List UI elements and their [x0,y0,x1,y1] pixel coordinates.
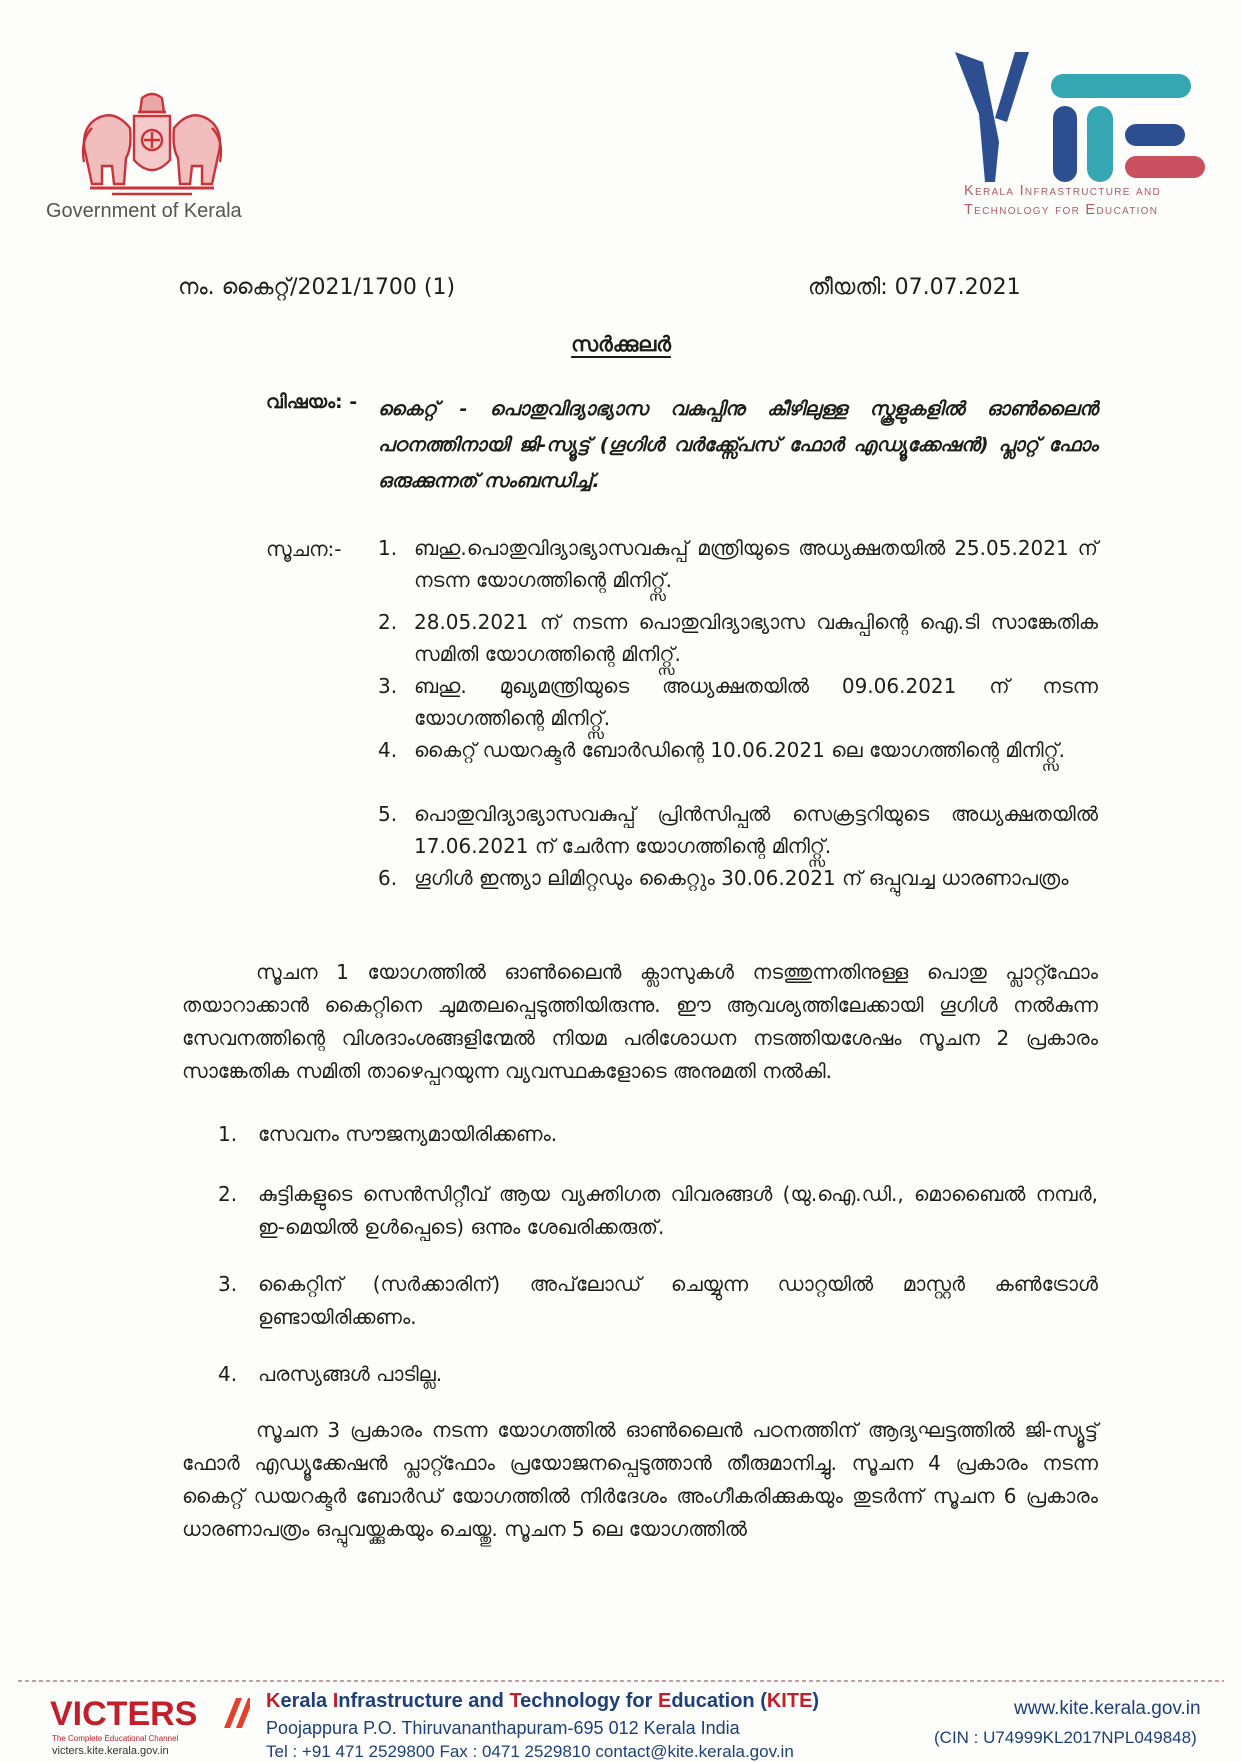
reference-number-label: 6. [378,866,398,890]
condition-text: കുട്ടികളുടെ സെൻസിറ്റീവ് ആയ വ്യക്തിഗത വിവരങ്ങൾ (യു.ഐ.ഡി., മൊബൈൽ നമ്പർ, ഇ-മെയിൽ ഉൾപ്പെടെ) ഒന്നും ശേഖരിക്കരുത്. [258,1182,1098,1239]
reference-item [378,606,1098,670]
victers-wordmark: VICTERS [50,1695,198,1732]
condition-item [218,1118,1098,1152]
kite-caption [964,182,1214,220]
condition-text: കൈറ്റിന് (സർക്കാരിന്) അപ്‌ലോഡ് ചെയ്യുന്ന ഡാറ്റയിൽ മാസ്റ്റർ കൺട്രോൾ ഉണ്ടായിരിക്കണം. [258,1272,1098,1329]
reference-item [378,734,1098,798]
reference-number-label: 3. [378,674,398,698]
kite-caption-line-1: Kerala Infrastructure and [964,183,1162,199]
reference-item [378,670,1098,734]
reference-number-label: 2. [378,610,398,634]
condition-number: 4. [218,1362,238,1386]
reference-number-label: 4. [378,738,398,762]
reference-text: ഗൂഗിൾ ഇന്ത്യാ ലിമിറ്റഡും കൈറ്റും 30.06.2021 ന് ഒപ്പുവച്ച ധാരണാപത്രം [414,866,1069,890]
subject-label: വിഷയം: - [266,391,358,413]
condition-number: 1. [218,1122,238,1146]
reference-item [378,532,1098,596]
reference-item [378,862,1098,926]
condition-item [218,1178,1098,1244]
circular-date: തീയതി: 07.07.2021 [808,275,1021,300]
condition-text: പരസ്യങ്ങൾ പാടില്ല. [258,1362,443,1386]
condition-number: 3. [218,1272,238,1296]
body-paragraph-2: സൂചന 3 പ്രകാരം നടന്ന യോഗത്തിൽ ഓൺലൈൻ പഠനത്തിന് ആദ്യഘട്ടത്തിൽ ജി-സ്യൂട്ട് ഫോർ എഡ്യൂക്കേഷൻ പ്ലാറ്റ്ഫോം പ്രയോജനപ്പെടുത്താൻ തീരുമാനിച്ചു. സൂചന 4 പ്രകാരം നടന്ന കൈറ്റ് ഡയറക്ടർ ബോർഡ് യോഗത്തിൽ നിർദേശം അംഗീകരിക്കുകയും തുടർന്ന് സൂചന 6 പ്രകാരം ധാരണാപത്രം ഒപ്പുവയ്ക്കുകയും ചെയ്തു. സൂചന 5 ലെ യോഗത്തിൽ [182,1418,1098,1541]
condition-item [218,1268,1098,1334]
government-of-kerala-label: Government of Kerala [46,200,242,222]
org-initial-e: E [657,1690,672,1712]
kite-website: www.kite.kerala.gov.in [1014,1698,1201,1719]
condition-number: 2. [218,1182,238,1206]
org-word-du: ducation ( [671,1690,767,1712]
footer-divider [18,1680,1224,1682]
org-word-erala: erala [280,1690,333,1712]
reference-text: പൊതുവിദ്യാഭ്യാസവകുപ്പ് പ്രിൻസിപ്പൽ സെക്രട്ടറിയുടെ അധ്യക്ഷതയിൽ 17.06.2021 ന് ചേർന്ന യോഗത്തിന്റെ മിനിറ്റ്സ്. [414,802,1098,858]
reference-number-label: 5. [378,802,398,826]
org-initial-i: I [332,1690,339,1712]
circular-title-text: സർക്കുലർ [571,332,671,356]
reference-item [378,798,1098,862]
reference-text: ബഹു.പൊതുവിദ്യാഭ്യാസവകുപ്പ് മന്ത്രിയുടെ അധ്യക്ഷതയിൽ 25.05.2021 ന് നടന്ന യോഗത്തിന്റെ മിനിറ്റ്സ്. [414,536,1098,592]
reference-text: കൈറ്റ് ഡയറക്ടർ ബോർഡിന്റെ 10.06.2021 ലെ യോഗത്തിന്റെ മിനിറ്റ്സ്. [414,738,1066,762]
condition-item [218,1358,1098,1392]
condition-text: സേവനം സൗജന്യമായിരിക്കണം. [258,1122,558,1146]
kerala-state-emblem-icon [72,88,232,200]
kite-caption-line-2: Technology for Education [964,202,1159,218]
org-word-nfra: nfrastructure and [338,1690,510,1712]
org-acronym: KITE [766,1690,813,1712]
reference-number-label: 1. [378,536,398,560]
org-close-paren: ) [812,1690,820,1712]
org-initial-k: K [266,1690,281,1712]
kite-contact: Tel : +91 471 2529800 Fax : 0471 2529810 contact@kite.kerala.gov.in [266,1742,794,1761]
victers-logo-icon [50,1692,250,1732]
kite-cin: (CIN : U74999KL2017NPL049848) [934,1728,1197,1747]
reference-text: 28.05.2021 ന് നടന്ന പൊതുവിദ്യാഭ്യാസ വകുപ്പിന്റെ ഐ.ടി സാങ്കേതിക സമിതി യോഗത്തിന്റെ മിനിറ്റ്സ്. [414,610,1098,666]
victers-url: victers.kite.kerala.gov.in [52,1745,169,1757]
victers-tagline: The Complete Educational Channel [52,1734,179,1743]
kite-address: Poojappura P.O. Thiruvananthapuram-695 012 Kerala India [266,1718,740,1738]
reference-number: നം. കൈറ്റ്/2021/1700 (1) [178,275,456,300]
kite-logo-icon [955,52,1205,182]
org-word-ech: echnology for [520,1690,658,1712]
references-label: സൂചന:- [266,537,342,561]
circular-title [0,332,1242,357]
org-initial-t: T [509,1690,521,1712]
kite-org-name [266,1690,819,1713]
reference-text: ബഹു. മുഖ്യമന്ത്രിയുടെ അധ്യക്ഷതയിൽ 09.06.2021 ന് നടന്ന യോഗത്തിന്റെ മിനിറ്റ്സ്. [414,674,1098,730]
subject-text: കൈറ്റ് - പൊതുവിദ്യാഭ്യാസ വകുപ്പിനു കീഴിലുള്ള സ്കൂളുകളിൽ ഓൺലൈൻ പഠനത്തിനായി ജി-സ്യൂട്ട് (ഗൂഗിൾ വർക്ക്സ്പേസ് ഫോർ എഡ്യൂക്കേഷൻ) പ്ലാറ്റ് ഫോം ഒരുക്കുന്നത് സംബന്ധിച്ച്. [378,398,1098,492]
body-paragraph-1: സൂചന 1 യോഗത്തിൽ ഓൺലൈൻ ക്ലാസുകൾ നടത്തുന്നതിനുള്ള പൊതു പ്ലാറ്റ്ഫോം തയാറാക്കാൻ കൈറ്റിനെ ചുമതലപ്പെടുത്തിയിരുന്നു. ഈ ആവശ്യത്തിലേക്കായി ഗൂഗിൾ നൽകുന്ന സേവനത്തിന്റെ വിശദാംശങ്ങളിന്മേൽ നിയമ പരിശോധന നടത്തിയശേഷം സൂചന 2 പ്രകാരം സാങ്കേതിക സമിതി താഴെപ്പറയുന്ന വ്യവസ്ഥകളോടെ അനുമതി നൽകി. [182,960,1098,1083]
